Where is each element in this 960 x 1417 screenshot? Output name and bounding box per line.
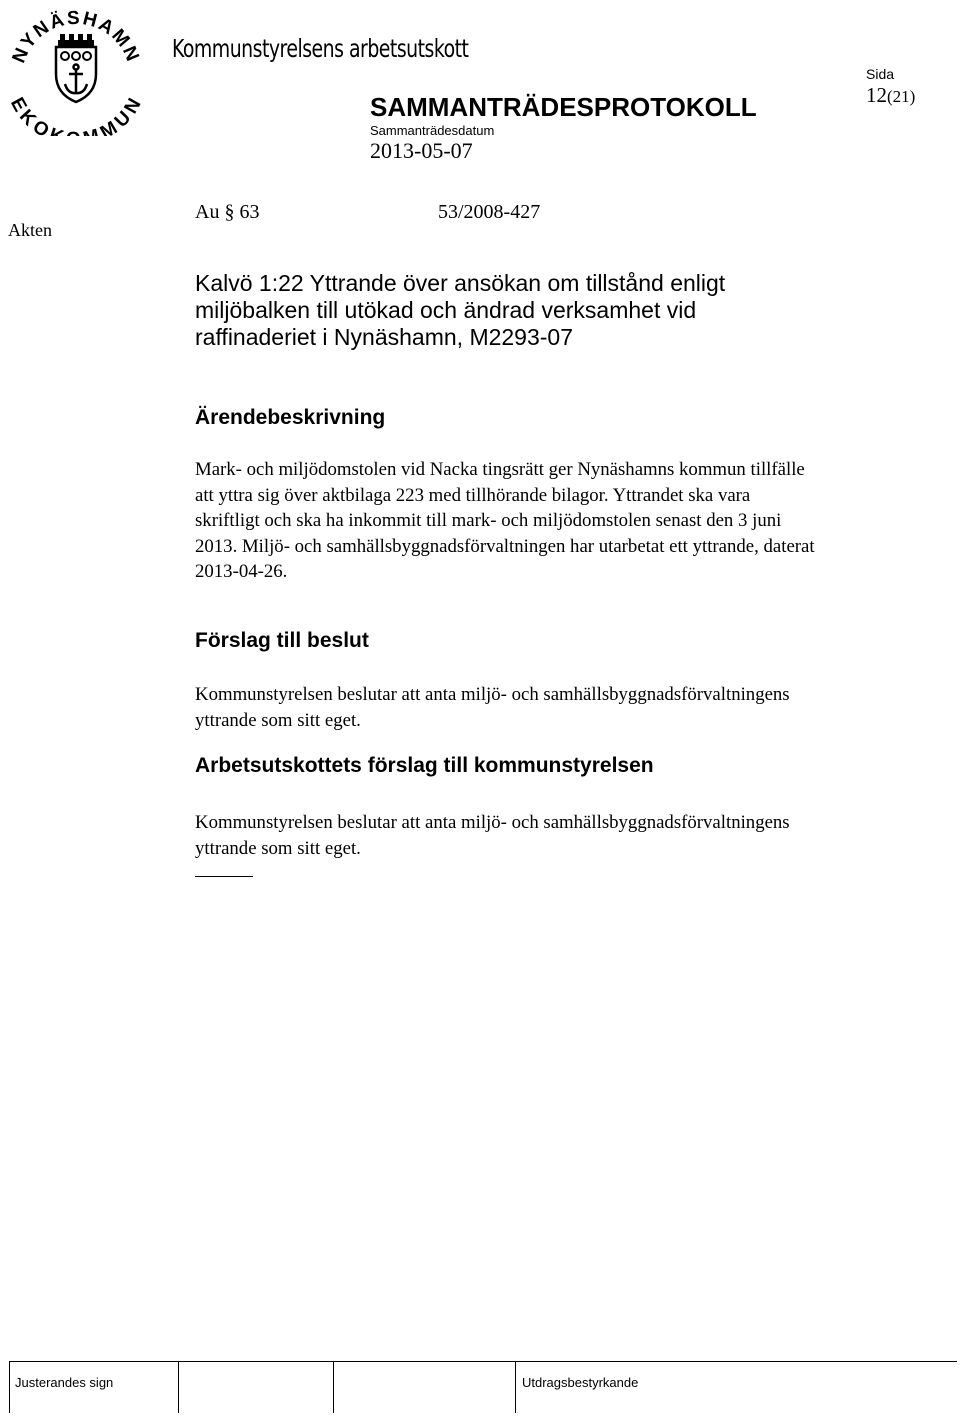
case-title-line: raffinaderiet i Nynäshamn, M2293-07 <box>195 324 574 350</box>
logo-text-bottom: EKO MUN <box>6 94 146 136</box>
committee-proposal-paragraph <box>195 810 790 861</box>
footer-divider <box>178 1361 179 1413</box>
page-label: Sida <box>866 66 895 82</box>
municipality-logo <box>6 4 146 136</box>
text-line: yttrande som sitt eget. <box>195 709 361 731</box>
logo-text-top: NYNÄSHAMN <box>8 7 144 67</box>
document-type: SAMMANTRÄDESPROTOKOLL <box>370 92 757 122</box>
text-line: Kommunstyrelsen beslutar att anta miljö- och samhällsbyggnadsförvaltningens <box>195 812 790 833</box>
page-number <box>866 83 915 108</box>
footer-label-utdragsbestyrkande: Utdragsbestyrkande <box>522 1375 639 1390</box>
organization-name: Kommunstyrelsens arbetsutskott <box>172 34 469 63</box>
case-title <box>195 270 895 351</box>
footer-divider <box>333 1361 334 1413</box>
distribution-label: Akten <box>8 220 52 240</box>
text-line: skriftligt och ska ha inkommit till mark- och miljödomstolen senast den 3 juni <box>195 510 782 532</box>
end-rule <box>195 876 253 877</box>
paragraph-reference: Au § 63 <box>195 201 260 223</box>
text-line: yttrande som sitt eget. <box>195 837 361 859</box>
footer-divider <box>515 1361 516 1413</box>
case-title-line: miljöbalken till utökad och ändrad verksamhet vid <box>195 297 697 323</box>
text-line: Mark- och miljödomstolen vid Nacka tingsrätt ger Nynäshamns kommun tillfälle <box>195 459 805 480</box>
case-title-line: Kalvö 1:22 Yttrande över ansökan om tillstånd enligt <box>195 270 726 296</box>
text-line: 2013. Miljö- och samhällsbyggnadsförvaltningen har utarbetat ett yttrande, daterat <box>195 535 815 557</box>
proposal-paragraph <box>195 682 790 733</box>
page-current: 12 <box>866 83 887 107</box>
footer-label-justerandes-sign: Justerandes sign <box>15 1375 114 1390</box>
text-line: att yttra sig över aktbilaga 223 med tillhörande bilagor. Yttrandet ska vara <box>195 484 751 506</box>
section-heading-description: Ärendebeskrivning <box>195 406 386 429</box>
page-total: (21) <box>887 87 916 106</box>
date-label: Sammanträdesdatum <box>370 123 495 138</box>
text-line: Kommunstyrelsen beslutar att anta miljö- och samhällsbyggnadsförvaltningens <box>195 684 790 705</box>
section-heading-proposal: Förslag till beslut <box>195 629 369 652</box>
description-paragraph <box>195 457 815 585</box>
signature-footer <box>9 1361 957 1413</box>
text-line: 2013-04-26. <box>195 561 288 583</box>
case-number: 53/2008-427 <box>438 201 541 223</box>
section-heading-committee-proposal: Arbetsutskottets förslag till kommunstyrelsen <box>195 754 654 777</box>
meeting-date: 2013-05-07 <box>370 138 473 163</box>
